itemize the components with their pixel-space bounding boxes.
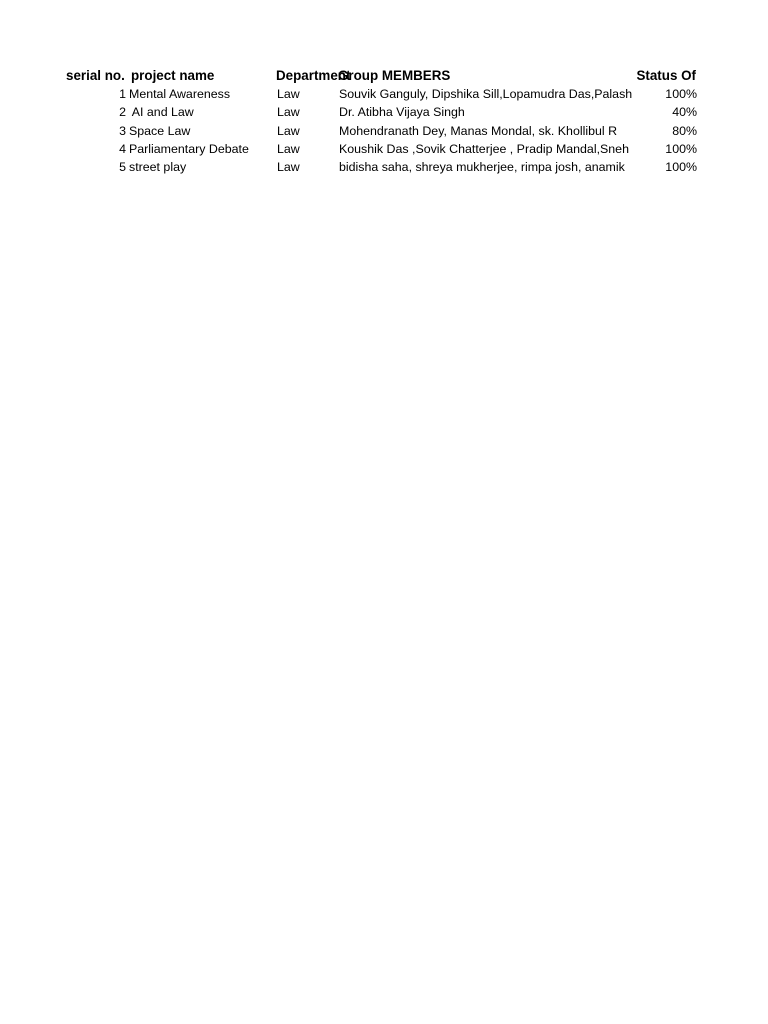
cell-serial[interactable]: 2 bbox=[119, 105, 126, 120]
cell-status[interactable]: 80% bbox=[672, 123, 697, 138]
cell-department[interactable]: Law bbox=[277, 105, 300, 120]
table-row bbox=[66, 139, 698, 157]
cell-status[interactable]: 100% bbox=[665, 87, 697, 102]
cell-group-members[interactable]: bidisha saha, shreya mukherjee, rimpa josh, anamik bbox=[339, 159, 625, 174]
header-group-members[interactable]: Group MEMBERS bbox=[338, 68, 451, 83]
table-row bbox=[66, 84, 698, 102]
cell-serial[interactable]: 3 bbox=[119, 123, 126, 138]
header-status[interactable]: Status Of bbox=[636, 68, 696, 83]
header-row bbox=[66, 64, 698, 84]
cell-serial[interactable]: 1 bbox=[119, 87, 126, 102]
spreadsheet-table bbox=[66, 64, 698, 175]
cell-project-name[interactable]: street play bbox=[129, 159, 187, 174]
cell-group-members[interactable]: Dr. Atibha Vijaya Singh bbox=[339, 105, 465, 120]
table-row bbox=[66, 157, 698, 175]
cell-group-members[interactable]: Mohendranath Dey, Manas Mondal, sk. Khollibul R bbox=[339, 123, 618, 138]
header-department[interactable]: Department bbox=[276, 68, 351, 83]
table-row bbox=[66, 102, 698, 120]
cell-status[interactable]: 40% bbox=[672, 105, 697, 120]
table-row bbox=[66, 120, 698, 138]
cell-project-name[interactable]: Parliamentary Debate bbox=[129, 141, 249, 156]
cell-group-members[interactable]: Koushik Das ,Sovik Chatterjee , Pradip Mandal,Sneh bbox=[339, 141, 629, 156]
cell-project-name[interactable]: Mental Awareness bbox=[129, 87, 231, 102]
cell-project-name[interactable]: Space Law bbox=[129, 123, 191, 138]
cell-department[interactable]: Law bbox=[277, 141, 300, 156]
header-project-name[interactable]: project name bbox=[131, 68, 215, 83]
cell-serial[interactable]: 5 bbox=[119, 159, 126, 174]
cell-department[interactable]: Law bbox=[277, 87, 300, 102]
cell-group-members[interactable]: Souvik Ganguly, Dipshika Sill,Lopamudra Das,Palash bbox=[339, 87, 633, 102]
cell-status[interactable]: 100% bbox=[665, 141, 697, 156]
cell-department[interactable]: Law bbox=[277, 123, 300, 138]
header-serial[interactable]: serial no. bbox=[66, 68, 125, 83]
cell-status[interactable]: 100% bbox=[665, 159, 697, 174]
cell-project-name[interactable]: AI and Law bbox=[129, 105, 194, 120]
cell-department[interactable]: Law bbox=[277, 159, 300, 174]
cell-serial[interactable]: 4 bbox=[119, 141, 126, 156]
